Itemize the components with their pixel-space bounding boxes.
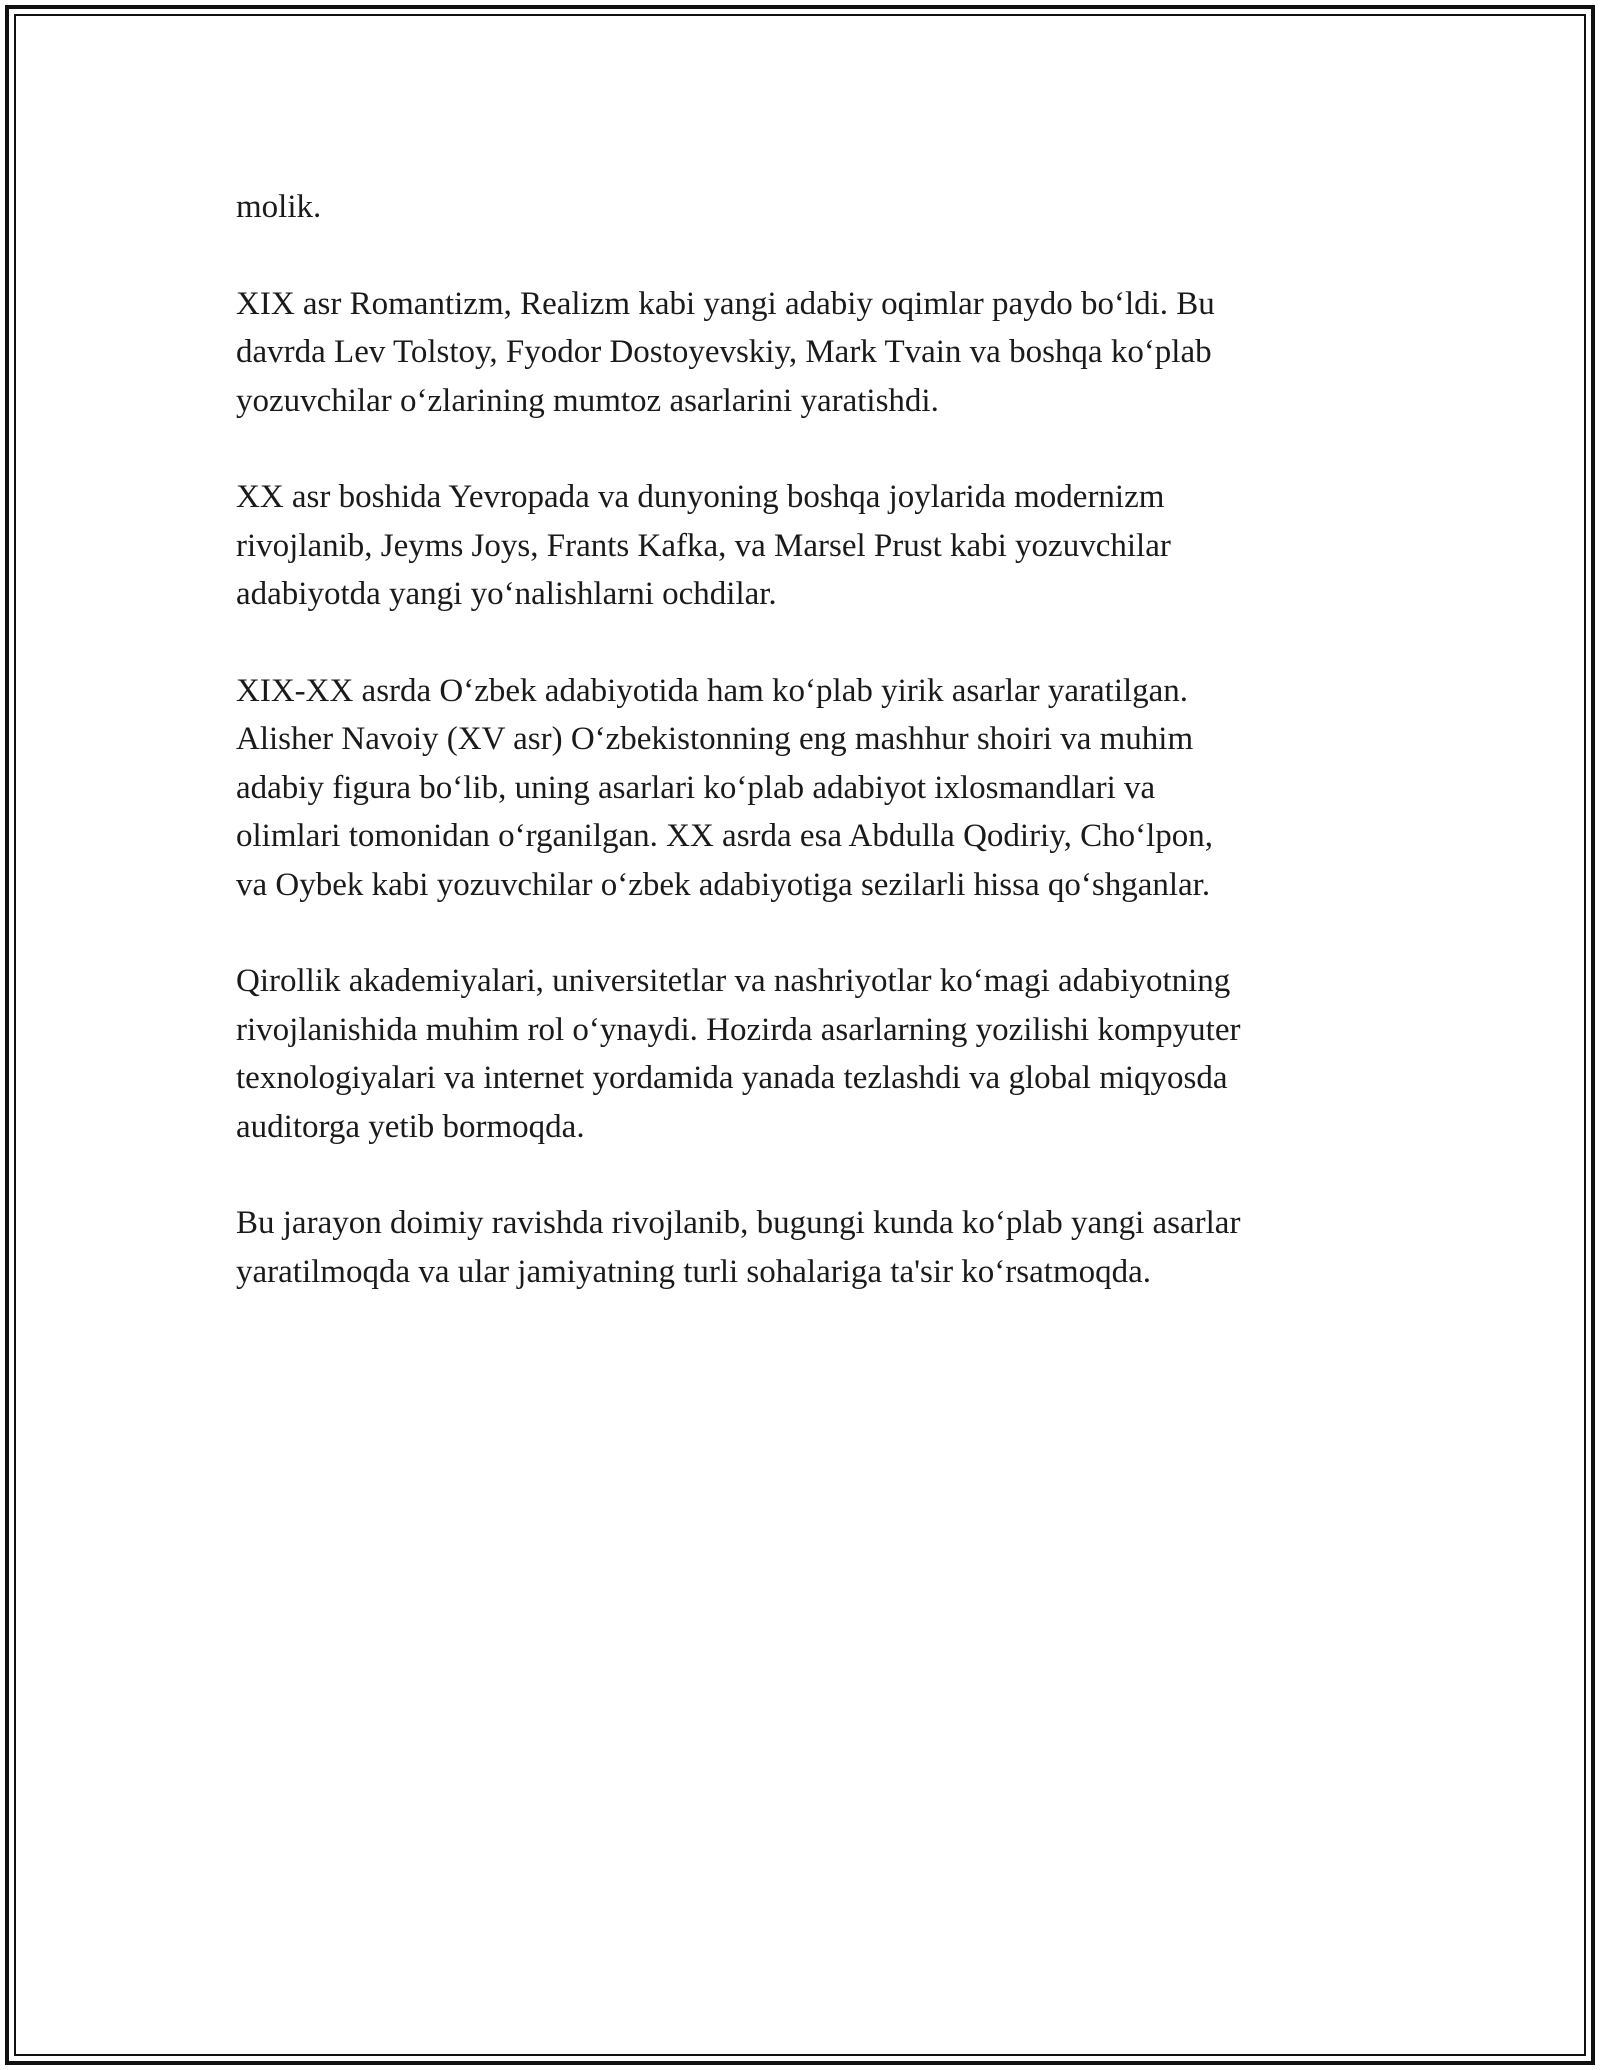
paragraph-19th-century: XIX asr Romantizm, Realizm kabi yangi adabiy oqimlar paydo bo‘ldi. Bu davrda Lev Tolstoy, Fyodor Dostoyevskiy, Mark Tvain va boshqa ko‘plab yozuvchilar o‘zlarining mumtoz asarlarini yaratishdi. <box>236 285 1215 419</box>
document-body <box>236 183 1366 1344</box>
paragraph-conclusion: Bu jarayon doimiy ravishda rivojlanib, bugungi kunda ko‘plab yangi asarlar yaratilmoqda va ular jamiyatning turli sohalariga ta'sir ko‘rsatmoqda. <box>236 1205 1241 1290</box>
paragraph-institutions: Qirollik akademiyalari, universitetlar va nashriyotlar ko‘magi adabiyotning rivojlanishida muhim rol o‘ynaydi. Hozirda asarlarning yozilishi kompyuter texnologiyalari va internet yordamida yanada tezlashdi va global miqyosda auditorga yetib bormoqda. <box>236 963 1241 1145</box>
paragraph-modernism: XX asr boshida Yevropada va dunyoning boshqa joylarida modernizm rivojlanib, Jeyms Joys, Frants Kafka, va Marsel Prust kabi yozuvchilar adabiyotda yangi yo‘nalishlarni ochdilar. <box>236 479 1171 612</box>
paragraph-continuation: molik. <box>236 189 322 225</box>
paragraph-uzbek-literature: XIX-XX asrda O‘zbek adabiyotida ham ko‘plab yirik asarlar yaratilgan. Alisher Navoiy (XV asr) O‘zbekistonning eng mashhur shoiri va muhim adabiy figura bo‘lib, uning asarlari ko‘plab adabiyot ixlosmandlari va olimlari tomonidan o‘rganilgan. XX asrda esa Abdulla Qodiriy, Cho‘lpon, va Oybek kabi yozuvchilar o‘zbek adabiyotiga sezilarli hissa qo‘shganlar. <box>236 672 1213 903</box>
